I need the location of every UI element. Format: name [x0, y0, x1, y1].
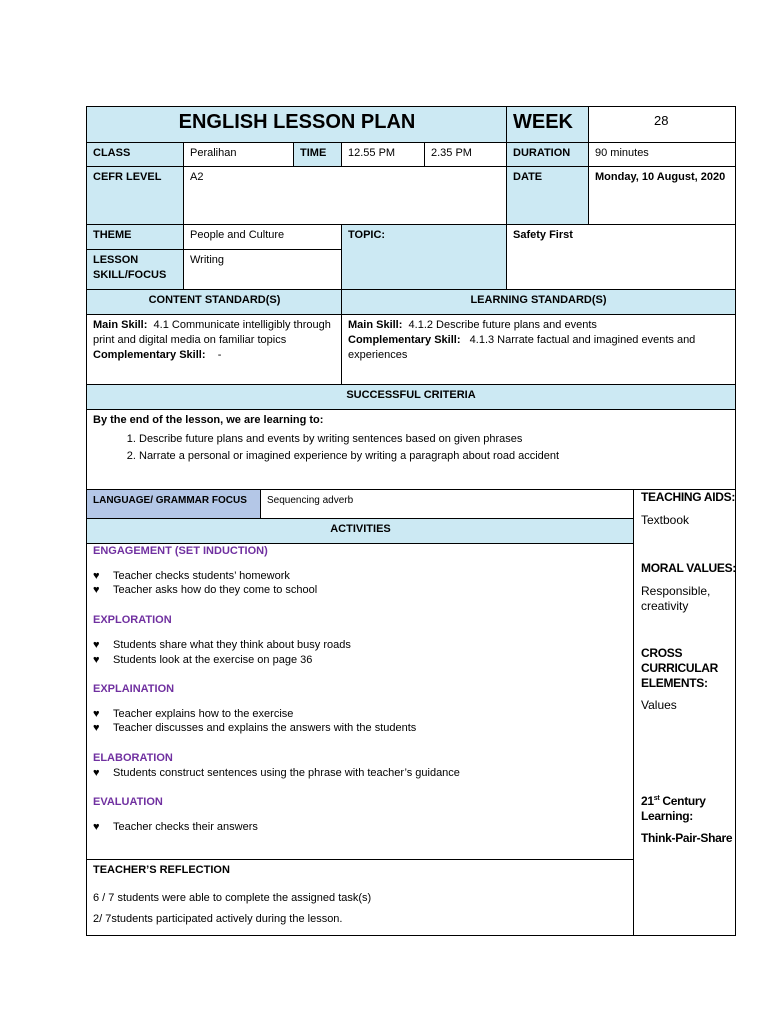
list-item: ♥ Teacher checks their answers [93, 821, 258, 833]
date-value: Monday, 10 August, 2020 [595, 171, 726, 183]
topic-value: Safety First [513, 229, 573, 241]
time-start: 12.55 PM [348, 147, 396, 159]
list-item: ♥ Students construct sentences using the phrase with teacher’s guidance [93, 767, 460, 779]
list-item: ♥ Teacher asks how do they come to school [93, 584, 318, 596]
teaching-aids-label: TEACHING AIDS: [641, 490, 736, 504]
century-learning-value: Think-Pair-Share [641, 831, 733, 845]
class-label: CLASS [93, 147, 131, 159]
content-main-value: 4.1 Communicate intelligibly through print and digital media on familiar topics [93, 319, 331, 346]
duration-value: 90 minutes [595, 147, 649, 159]
reflection-header: TEACHER’S REFLECTION [93, 864, 230, 876]
activities-header: ACTIVITIES [330, 523, 391, 535]
heart-bullet-icon: ♥ [93, 821, 100, 833]
learning-comp-label: Complementary Skill: [348, 334, 461, 346]
heart-bullet-icon: ♥ [93, 584, 100, 596]
learning-main-label: Main Skill: [348, 319, 403, 331]
criteria-item: 2. Narrate a personal or imagined experience by writing a paragraph about road accident [139, 449, 729, 464]
stage-explaination: EXPLAINATION [93, 683, 175, 695]
learning-standard-header: LEARNING STANDARD(S) [470, 294, 607, 306]
moral-values-value: Responsible, creativity [641, 584, 711, 613]
stage-exploration: EXPLORATION [93, 614, 172, 626]
cefr-value: A2 [190, 171, 204, 183]
stage-elaboration: ELABORATION [93, 752, 173, 764]
content-standard-header: CONTENT STANDARD(S) [148, 294, 281, 306]
content-comp-value: - [217, 349, 222, 361]
stage-evaluation: EVALUATION [93, 796, 163, 808]
week-label: WEEK [513, 111, 573, 133]
theme-label: THEME [93, 229, 132, 241]
content-standard-body [87, 315, 342, 385]
duration-label: DURATION [513, 147, 571, 159]
list-item: ♥ Teacher discusses and explains the answers with the students [93, 722, 417, 734]
reflection-line-2: 2/ 7students participated actively during the lesson. [93, 913, 343, 925]
activities-body [87, 544, 634, 860]
cross-curricular-label: CROSS CURRICULAR ELEMENTS: [641, 646, 718, 690]
list-item: ♥ Students look at the exercise on page 36 [93, 654, 313, 666]
list-item: ♥ Teacher explains how to the exercise [93, 708, 294, 720]
time-label: TIME [300, 147, 327, 159]
topic-label: TOPIC: [348, 229, 386, 241]
skill-value: Writing [190, 254, 225, 266]
heart-bullet-icon: ♥ [93, 639, 100, 651]
learning-standard-body [342, 315, 735, 385]
teaching-aids-value: Textbook [641, 513, 690, 527]
learning-main-value: 4.1.2 Describe future plans and events [408, 319, 597, 331]
heart-bullet-icon: ♥ [93, 570, 100, 582]
criteria-intro: By the end of the lesson, we are learning to: [93, 414, 324, 426]
reflection-line-1: 6 / 7 students were able to complete the assigned task(s) [93, 892, 372, 904]
page-title: ENGLISH LESSON PLAN [178, 111, 416, 133]
criteria-item: 1. Describe future plans and events by writing sentences based on given phrases [139, 432, 729, 447]
heart-bullet-icon: ♥ [93, 722, 100, 734]
time-end: 2.35 PM [431, 147, 472, 159]
list-item: ♥ Students share what they think about busy roads [93, 639, 351, 651]
century-learning-label: 21st Century Learning: [641, 794, 706, 823]
stage-engagement: ENGAGEMENT (SET INDUCTION) [93, 545, 268, 557]
sidebar [634, 490, 735, 935]
reflection-section [87, 860, 634, 935]
cross-curricular-value: Values [641, 698, 677, 712]
date-label: DATE [513, 171, 543, 183]
week-value: 28 [654, 113, 669, 128]
heart-bullet-icon: ♥ [93, 708, 100, 720]
class-value: Peralihan [190, 147, 237, 159]
grammar-value: Sequencing adverb [267, 495, 354, 506]
criteria-header: SUCCESSFUL CRITERIA [346, 389, 476, 401]
criteria-list [93, 432, 729, 464]
moral-values-label: MORAL VALUES: [641, 561, 736, 575]
criteria-body [87, 410, 735, 490]
heart-bullet-icon: ♥ [93, 654, 100, 666]
content-comp-label: Complementary Skill: [93, 349, 206, 361]
list-item: ♥ Teacher checks students’ homework [93, 570, 290, 582]
cefr-label: CEFR LEVEL [93, 171, 162, 183]
grammar-label: LANGUAGE/ GRAMMAR FOCUS [93, 495, 247, 506]
content-main-label: Main Skill: [93, 319, 148, 331]
theme-value: People and Culture [190, 229, 285, 241]
learning-comp-value: 4.1.3 Narrate factual and imagined events and experiences [348, 334, 696, 361]
heart-bullet-icon: ♥ [93, 767, 100, 779]
skill-label: LESSON SKILL/FOCUS [93, 254, 167, 281]
